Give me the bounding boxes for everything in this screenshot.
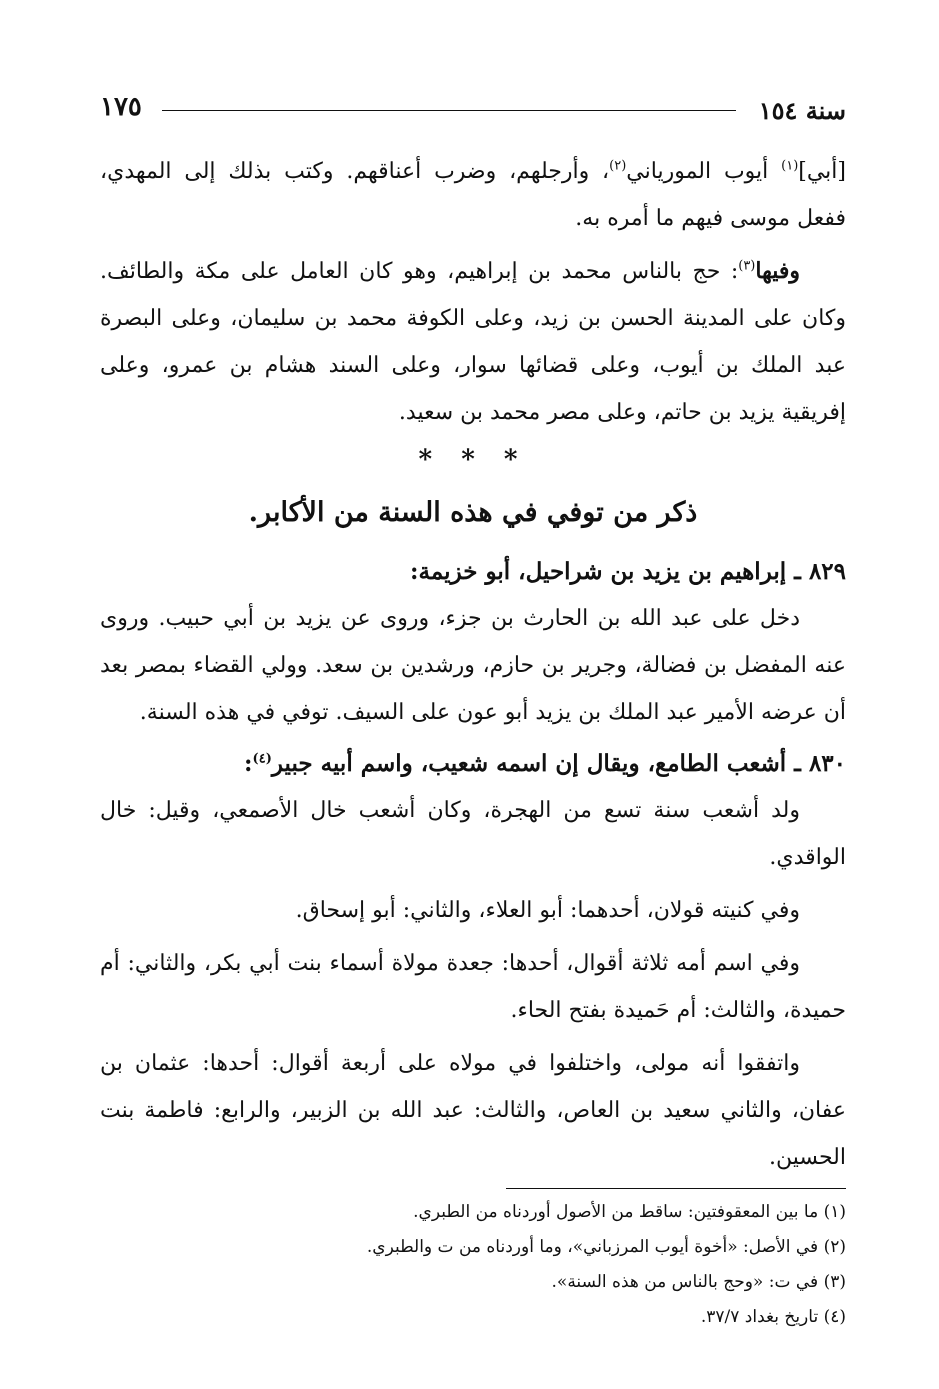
paragraph [100,148,846,242]
footnote-ref: (٢) [609,158,627,174]
paragraph-text: : حج بالناس محمد بن إبراهيم، وهو كان العامل على مكة والطائف. وكان على المدينة الحسن بن زيد، وعلى الكوفة محمد بن سليمان، وعلى البصرة عبد الملك بن أيوب، وعلى قضائها سوار، وعلى السند هشام بن عمرو، وعلى إفريقية يزيد بن حاتم، وعلى مصر محمد بن سعيد. [100,259,846,425]
page-number: ١٧٥ [100,92,142,122]
footnotes [100,1188,846,1335]
bracket-text: [أبي] [798,159,847,184]
paragraph: دخل على عبد الله بن الحارث بن جزء، وروى عن يزيد بن أبي حبيب. وروى عنه المفضل بن فضالة، وجرير بن حازم، ورشدين بن سعد. وولي القضاء بمصر بعد أن عرضه الأمير عبد الملك بن يزيد أبو عون على السيف. توفي في هذه السنة. [100,606,846,725]
paragraph: واتفقوا أنه مولى، واختلفوا في مولاه على أربعة أقوال: أحدها: عثمان بن عفان، والثاني سعيد بن العاص، والثالث: عبد الله بن الزبير، والرابع: فاطمة بنت الحسين. [100,1051,846,1170]
entry-heading [100,740,846,787]
header-rule [162,110,736,111]
entry-heading: ٨٢٩ ـ إبراهيم بن يزيد بن شراحيل، أبو خزيمة: [410,558,846,585]
paragraph-text: أيوب المورياني [626,159,782,184]
footnote-rule [506,1188,846,1189]
footnote: (١) ما بين المعقوفتين: ساقط من الأصول أوردناه من الطبري. [413,1202,846,1222]
paragraph: ولد أشعب سنة تسع من الهجرة، وكان أشعب خال الأصمعي، وقيل: خال الواقدي. [100,798,846,870]
footnote-ref: (٤) [252,751,272,767]
paragraph: وفي كنيته قولان، أحدهما: أبو العلاء، والثاني: أبو إسحاق. [295,898,800,923]
paragraph [100,248,846,436]
page-body [100,148,846,1181]
section-separator: * * * [418,445,528,475]
lead-word: وفيها [755,258,800,284]
footnote-ref: (٣) [738,258,756,274]
paragraph-text: ، وأرجلهم، وضرب أعناقهم. وكتب بذلك إلى المهدي، ففعل موسى فيهم ما أمره به. [100,159,846,231]
footnote: (٤) تاريخ بغداد ٣٧/٧. [700,1307,846,1327]
entry-heading-end: : [244,750,253,777]
footnote: (٢) في الأصل: «أخوة أيوب المرزباني»، وما أوردناه من ت والطبري. [366,1237,846,1257]
footnote-ref: (١) [781,158,799,174]
section-heading: ذكر من توفي في هذه السنة من الأكابر. [248,497,698,528]
paragraph: وفي اسم أمه ثلاثة أقوال، أحدها: جعدة مولاة أسماء بنت أبي بكر، والثاني: أم حميدة، والثالث: أم حَميدة بفتح الحاء. [100,951,846,1023]
running-title: سنة ١٥٤ [758,96,846,125]
page-header [100,88,846,128]
entry-heading-text: ٨٣٠ ـ أشعب الطامع، ويقال إن اسمه شعيب، واسم أبيه جبير [271,750,846,777]
footnote: (٣) في ت: «وحج بالناس من هذه السنة». [551,1272,846,1292]
